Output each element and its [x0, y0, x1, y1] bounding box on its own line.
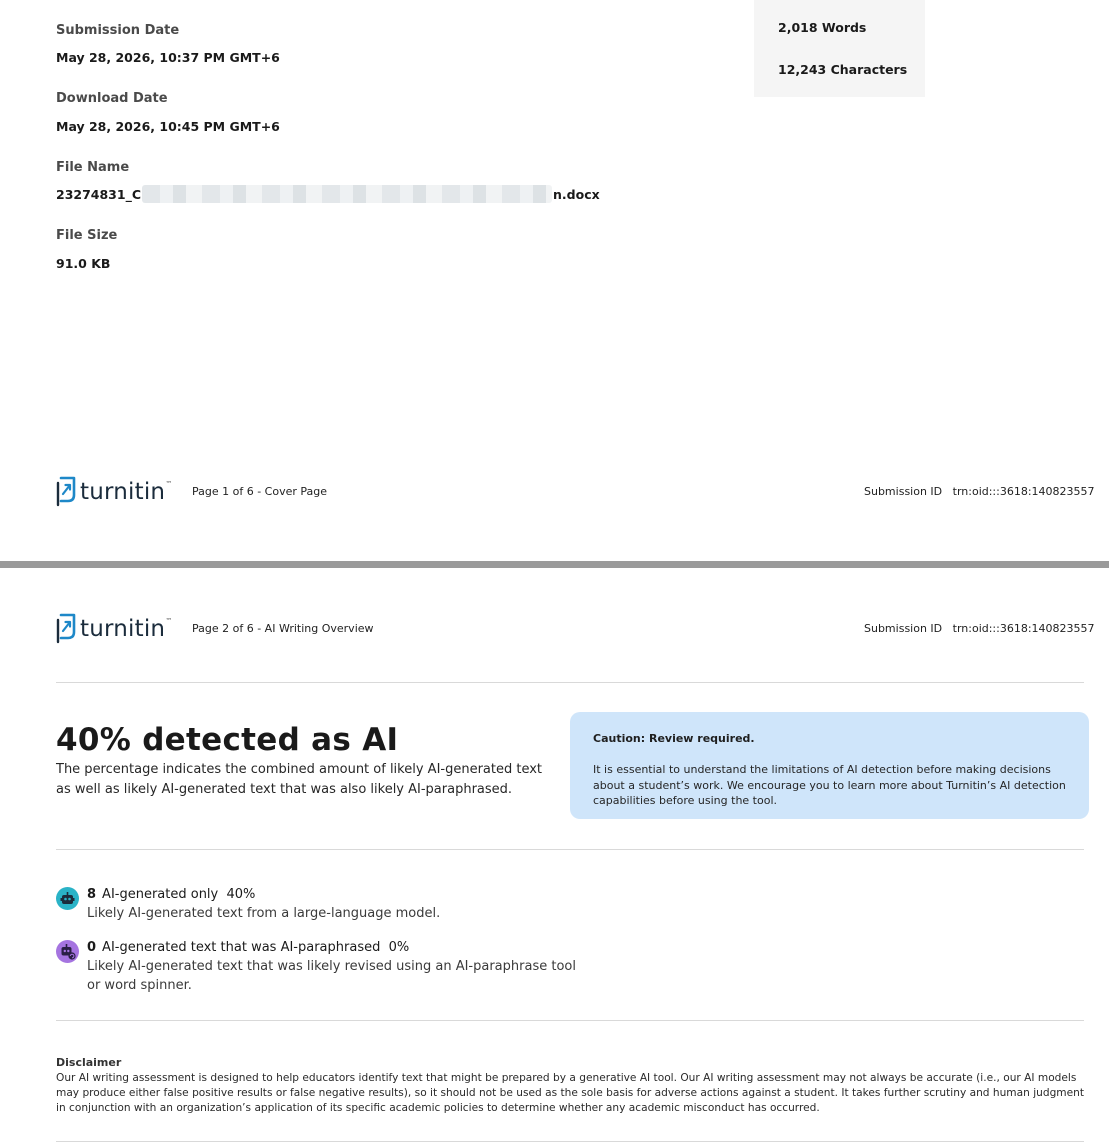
turnitin-logo — [55, 612, 172, 646]
page-info: Page 1 of 6 - Cover Page — [192, 485, 328, 498]
turnitin-logo-icon — [55, 475, 77, 509]
submission-id-label: Submission ID — [864, 622, 943, 635]
document-stats-box — [754, 0, 925, 97]
category-count: 0 — [87, 940, 97, 955]
submission-date-value: May 28, 2026, 10:37 PM GMT+6 — [56, 50, 280, 65]
disclaimer-body: Our AI writing assessment is designed to help educators identify text that might be prepared by a generative AI tool. Our AI writing assessment may not always be accurate (i.e., our AI models may produce either false positive results or false negative results), so it should not be used as the sole basis for adverse actions against a student. It takes further scrutiny and human judgment in conjunction with an organization’s application of its specific academic policies to determine whether any academic misconduct has occurred. — [56, 1072, 1085, 1114]
file-size-label: File Size — [56, 228, 118, 243]
category-count: 8 — [87, 887, 97, 902]
submission-id-value: trn:oid:::3618:140823557 — [952, 485, 1095, 498]
word-count: 2,018 Words — [778, 20, 867, 35]
page-info: Page 2 of 6 - AI Writing Overview — [192, 622, 374, 635]
section-divider — [56, 1020, 1084, 1021]
section-divider — [56, 682, 1084, 683]
file-name-redaction — [142, 185, 552, 203]
caution-box — [570, 712, 1089, 819]
page-divider — [0, 561, 1109, 568]
category-percent: 40% — [226, 887, 256, 902]
download-date-value: May 28, 2026, 10:45 PM GMT+6 — [56, 119, 280, 134]
turnitin-logo-icon — [55, 612, 77, 646]
file-name-value — [56, 185, 600, 203]
category-ai-generated-desc: Likely AI-generated text from a large-language model. — [87, 906, 441, 921]
file-name-suffix: n.docx — [553, 186, 600, 202]
turnitin-logo — [55, 475, 172, 509]
ai-detection-description: The percentage indicates the combined amount of likely AI-generated text as well as likely AI-generated text that was also likely AI-paraphrased. — [56, 762, 543, 797]
caution-title: Caution: Review required. — [593, 732, 755, 745]
turnitin-logo-text: turnitin™ — [80, 478, 173, 505]
robot-paraphrase-icon — [56, 940, 79, 963]
submission-date-label: Submission Date — [56, 23, 180, 38]
caution-body: It is essential to understand the limitations of AI detection before making decisions about a student’s work. We encourage you to learn more about Turnitin’s AI detection capabilities before using the tool. — [593, 763, 1066, 807]
category-ai-generated-title — [87, 887, 255, 902]
submission-id-value: trn:oid:::3618:140823557 — [952, 622, 1095, 635]
category-ai-paraphrased-title — [87, 940, 409, 955]
file-name-label: File Name — [56, 160, 130, 175]
ai-detection-headline: 40% detected as AI — [56, 722, 399, 758]
character-count: 12,243 Characters — [778, 62, 908, 77]
submission-id — [864, 485, 1095, 498]
category-percent: 0% — [388, 940, 410, 955]
disclaimer-title: Disclaimer — [56, 1056, 122, 1069]
category-ai-paraphrased-desc: Likely AI-generated text that was likely revised using an AI-paraphrase tool or word spinner. — [87, 959, 576, 993]
turnitin-logo-text: turnitin™ — [80, 615, 173, 642]
category-label: AI-generated only — [102, 887, 219, 902]
file-size-value: 91.0 KB — [56, 256, 111, 271]
file-name-prefix: 23274831_C — [56, 186, 142, 202]
section-divider — [56, 1141, 1084, 1142]
robot-icon — [56, 887, 79, 910]
section-divider — [56, 849, 1084, 850]
category-label: AI-generated text that was AI-paraphrased — [102, 940, 381, 955]
submission-id — [864, 622, 1095, 635]
download-date-label: Download Date — [56, 91, 168, 106]
submission-id-label: Submission ID — [864, 485, 943, 498]
